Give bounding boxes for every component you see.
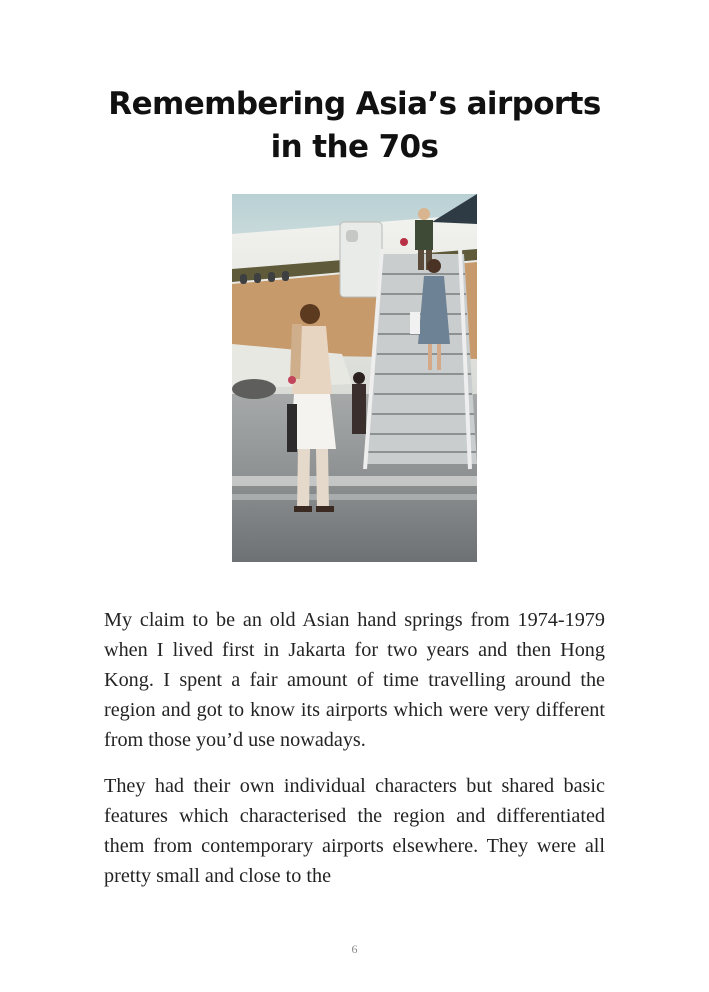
body-text <box>104 605 605 907</box>
paragraph-2: They had their own individual characters but shared basic features which characterised the region and differentiated them from contemporary airports elsewhere. They were all pretty small and close to the <box>104 775 605 887</box>
page-title-line-1: Remembering Asia’s airports <box>108 86 601 122</box>
airport-stairs-photo <box>232 194 477 562</box>
page-title <box>0 83 709 169</box>
page-number: 6 <box>351 942 358 956</box>
paragraph-1: My claim to be an old Asian hand springs from 1974-1979 when I lived first in Jakarta for two years and then Hong Kong. I spent a fair amount of time travelling around the region and got to know its airports which were very different from those you’d use nowadays. <box>104 609 605 751</box>
page-title-line-2: in the 70s <box>270 129 439 165</box>
